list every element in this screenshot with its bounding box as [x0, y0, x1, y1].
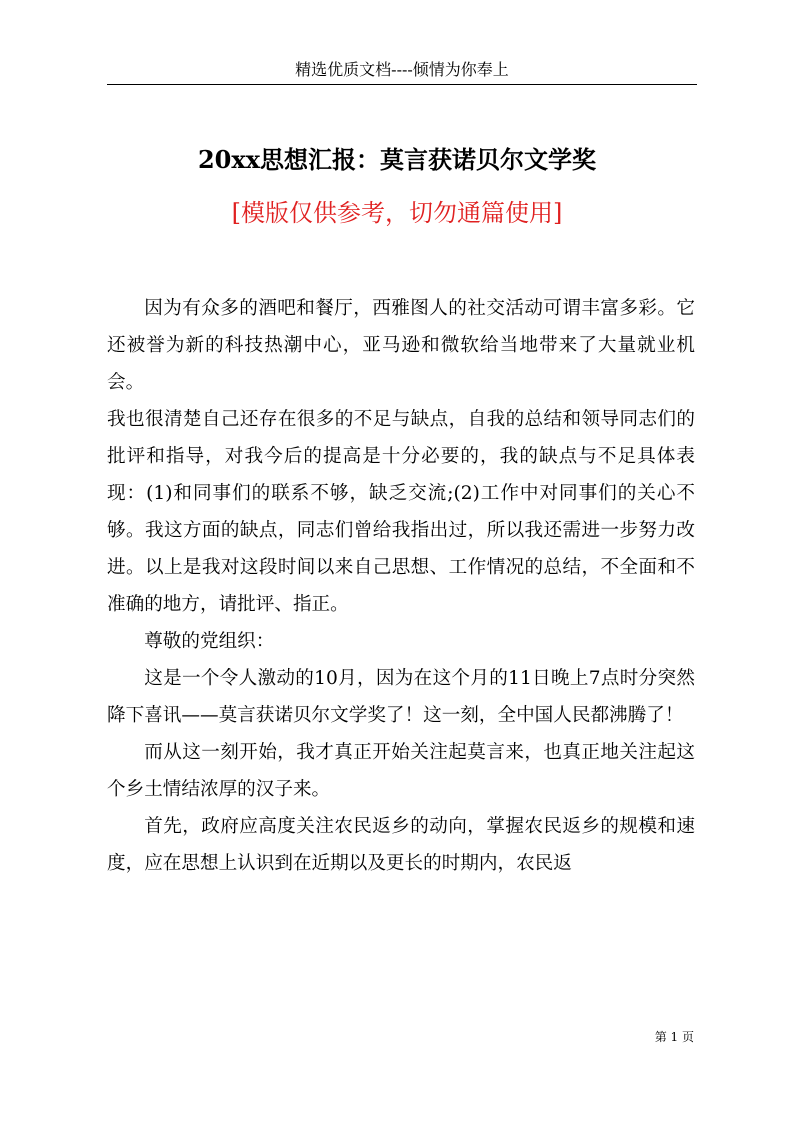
paragraph-5: 而从这一刻开始，我才真正开始关注起莫言来，也真正地关注起这个乡土情结浓厚的汉子来。	[107, 742, 695, 800]
paragraph-1: 因为有众多的酒吧和餐厅，西雅图人的社交活动可谓丰富多彩。它还被誉为新的科技热潮中心，亚马逊和微软给当地带来了大量就业机会。	[107, 298, 695, 393]
page-footer	[600, 1028, 694, 1046]
document-title: 20xx思想汇报：莫言获诺贝尔文学奖	[197, 145, 596, 174]
paragraph-4: 这是一个令人激动的10月，因为在这个月的11日晚上7点时分突然降下喜讯——莫言获诺贝尔文学奖了！这一刻，全中国人民都沸腾了！	[107, 668, 695, 726]
paragraph-2: 我也很清楚自己还存在很多的不足与缺点，自我的总结和领导同志们的批评和指导，对我今后的提高是十分必要的，我的缺点与不足具体表现：(1)和同事们的联系不够，缺乏交流;(2)工作中对同事们的关心不够。我这方面的缺点，同志们曾给我指出过，所以我还需进一步努力改进。以上是我对这段时间以来自己思想、工作情况的总结，不全面和不准确的地方，请批评、指正。	[107, 409, 695, 615]
paragraph-6: 首先，政府应高度关注农民返乡的动向，掌握农民返乡的规模和速度，应在思想上认识到在近期以及更长的时期内，农民返	[107, 816, 695, 874]
page-header	[107, 58, 697, 85]
page-number: 第 1 页	[654, 1030, 694, 1044]
document-subtitle: [模版仅供参考，切勿通篇使用]	[231, 199, 563, 227]
header-text: 精选优质文档----倾情为你奉上	[295, 60, 509, 79]
document-body	[107, 290, 695, 882]
paragraph-3: 尊敬的党组织：	[144, 631, 275, 652]
